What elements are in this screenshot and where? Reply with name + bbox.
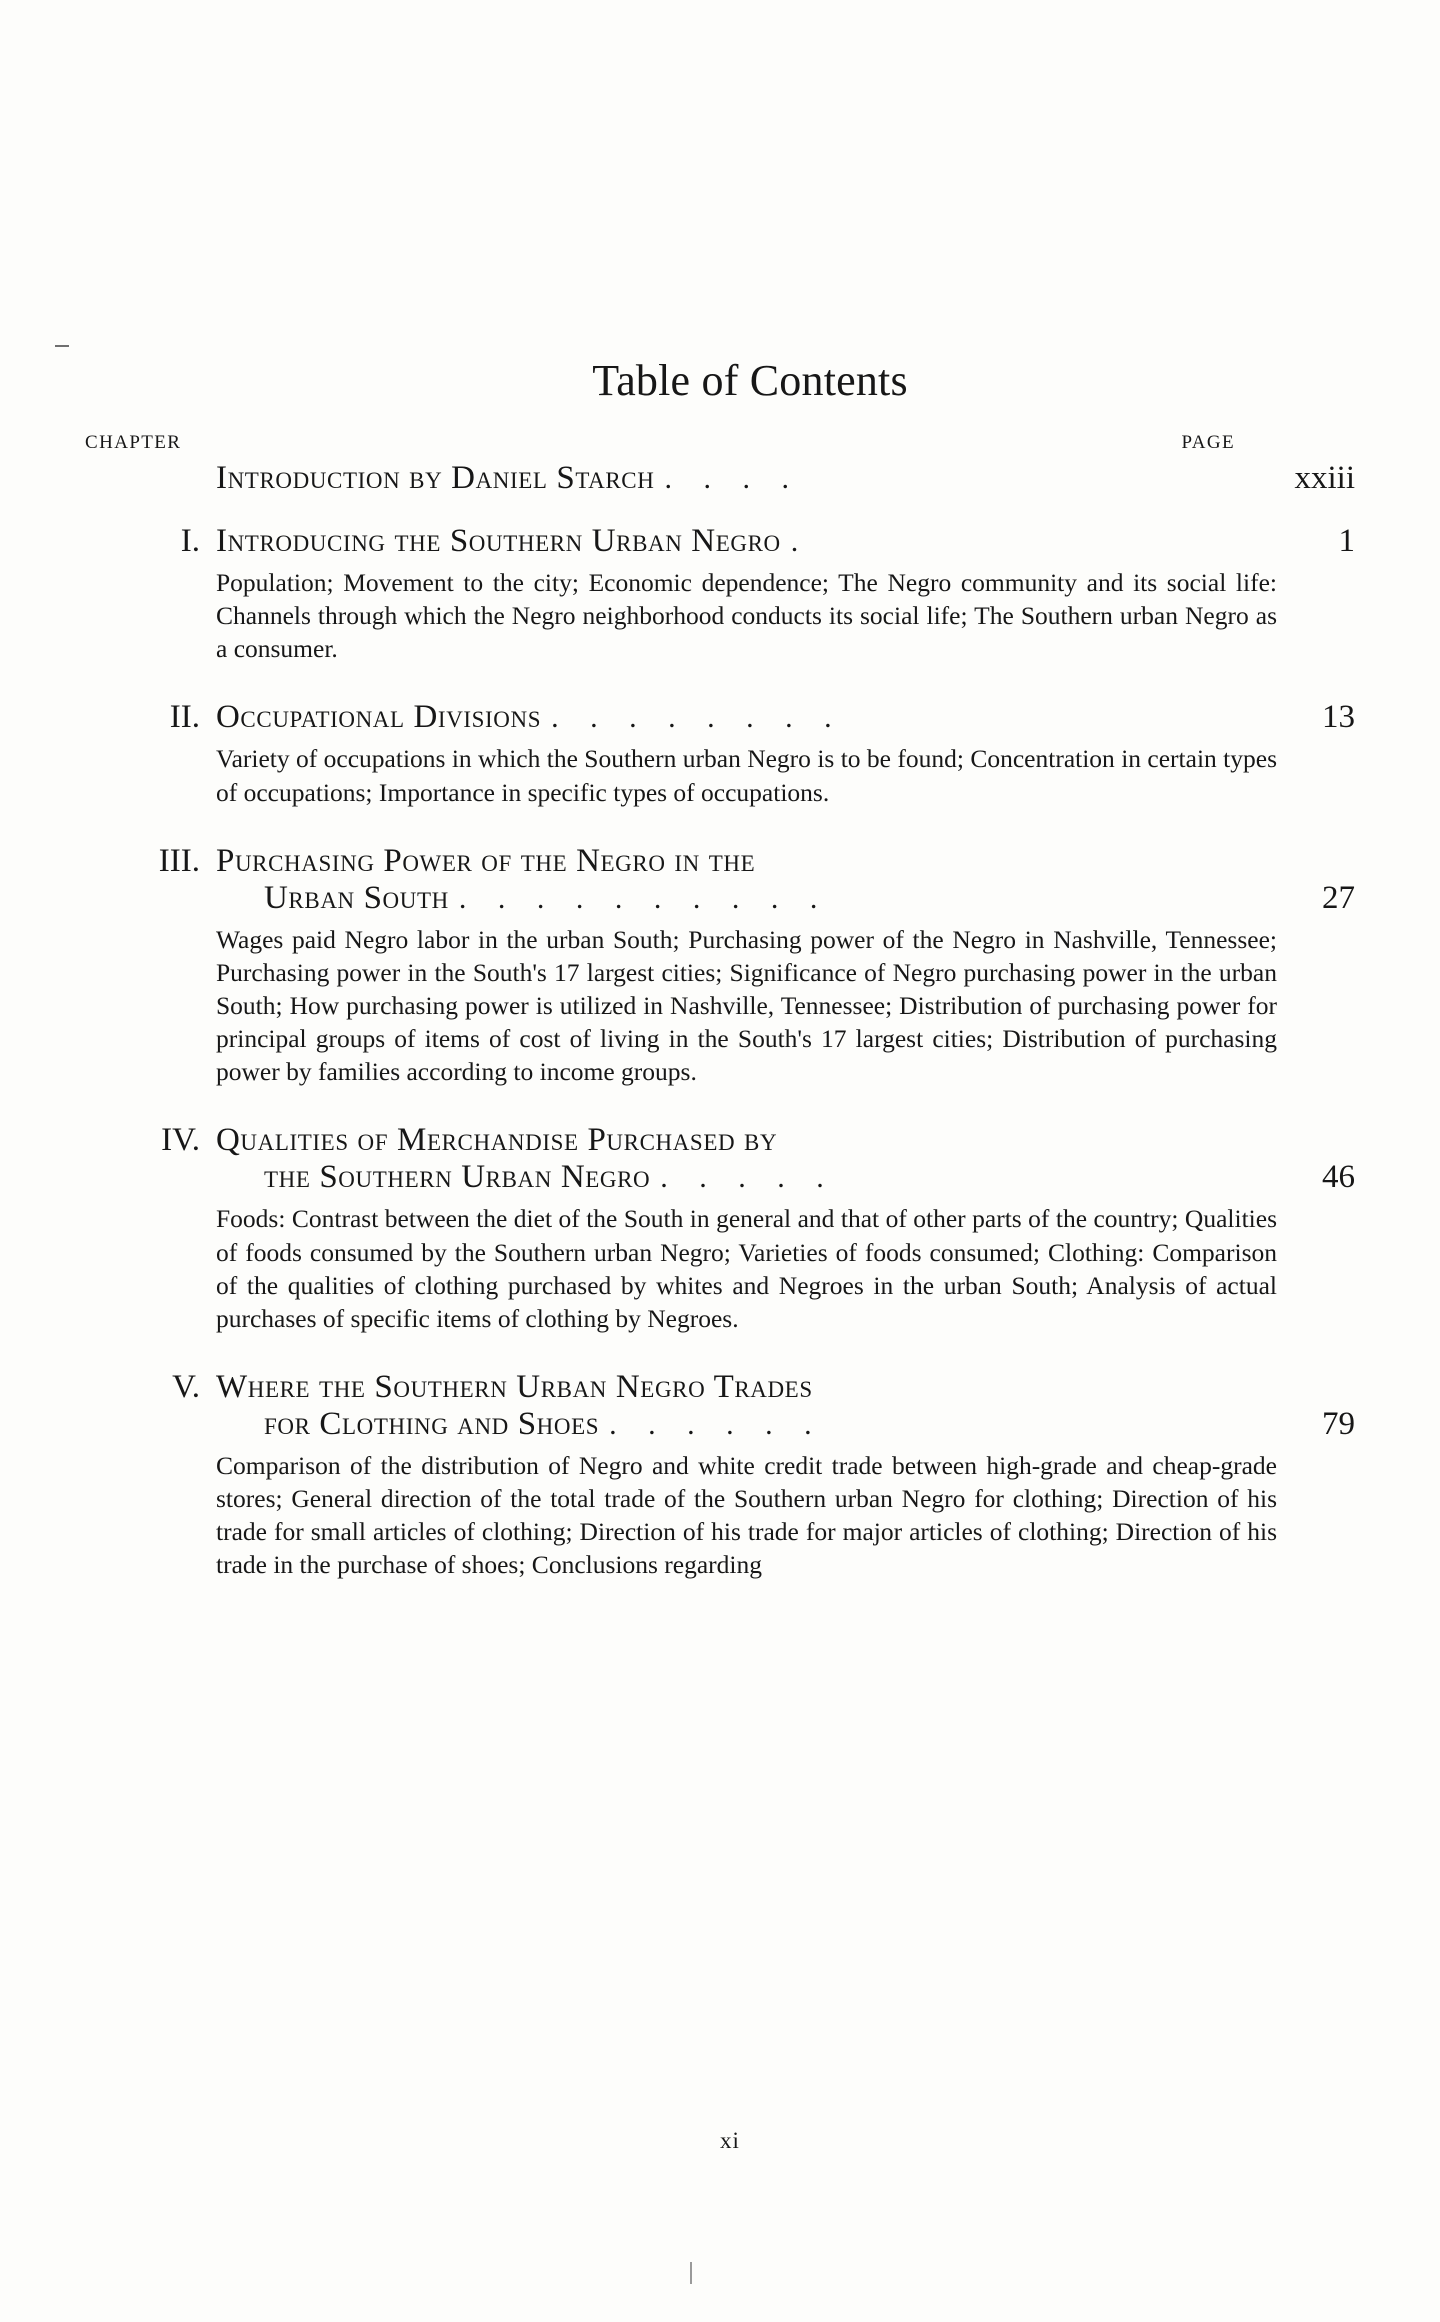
toc-entry-1[interactable] (85, 523, 1355, 665)
leader-dots: . . . . . (660, 1163, 836, 1194)
toc-entry-page: 46 (1322, 1159, 1355, 1196)
toc-entry-description: Variety of occupations in which the Southern urban Negro is to be found; Concentration in certain types of occupations; Importance in specific types of occupations. (216, 744, 1277, 807)
toc-entry-title-col (216, 460, 1355, 497)
toc-entry-title-continued[interactable]: for Clothing and Shoes (264, 1405, 600, 1442)
chapter-column-header: CHAPTER (85, 432, 182, 453)
toc-entry-title[interactable]: Introducing the Southern Urban Negro (216, 523, 781, 559)
toc-entry-page: xxiii (1294, 460, 1355, 496)
toc-entry-4[interactable] (85, 1122, 1355, 1335)
toc-entry-title[interactable]: Qualities of Merchandise Purchased by (216, 1122, 778, 1159)
column-headers (85, 432, 1355, 454)
page-title: Table of Contents (592, 356, 908, 405)
toc-entry-description: Foods: Contrast between the diet of the South in general and that of other parts of the country; Qualities of foods consumed by the Southern urban Negro; Varieties of foods consumed; Clothing: Comparison of the qualities of clothing purchased by whites and Negroes in the urban South; Analysis of actual purchases of specific items of clothing by Negroes. (216, 1204, 1277, 1333)
leader-dots: . . . . (664, 464, 801, 494)
toc-entry-title[interactable]: Where the Southern Urban Negro Trades (216, 1368, 813, 1405)
toc-entry-page: 13 (1322, 699, 1355, 736)
toc-entry-3[interactable] (85, 843, 1355, 1089)
toc-entry-number: I. (180, 523, 200, 559)
toc-entry-page: 79 (1322, 1405, 1355, 1442)
page-margin-mark (55, 345, 69, 347)
toc-entry-description: Comparison of the distribution of Negro and white credit trade between high-grade and cheap-grade stores; General direction of the total trade of the Southern urban Negro for clothing; Direction of his trade for small articles of clothing; Direction of his trade for major articles of clothing; Direction of his trade in the purchase of shoes; Conclusions regarding (216, 1450, 1277, 1580)
toc-entry-number: IV. (161, 1122, 200, 1159)
leader-dots: . . . . . . . . (551, 703, 844, 734)
toc-entry-number: II. (169, 699, 200, 736)
toc-entry-title-continued[interactable]: Urban South (264, 879, 449, 916)
toc-entry-2[interactable] (85, 699, 1355, 808)
leader-dots: . . . . . . . . . . (458, 883, 830, 914)
page-folio: xi (720, 2128, 740, 2153)
toc-entry-title-col (216, 843, 1355, 1089)
leader-dots: . . . . . . (609, 1409, 824, 1440)
toc-content (85, 355, 1355, 1616)
page-column-header: PAGE (1181, 432, 1235, 453)
page-bottom-mark (690, 2262, 692, 2284)
toc-entry-title[interactable]: Occupational Divisions (216, 699, 542, 736)
toc-entry-description: Wages paid Negro labor in the urban South; Purchasing power of the Negro in Nashville, Tennessee; Purchasing power in the South's 17 largest cities; Significance of Negro purchasing power in the urban South; How purchasing power is utilized in Nashville, Tennessee; Distribution of purchasing power for principal groups of items of cost of living in the South's 17 largest cities; Distribution of purchasing power by families according to income groups. (216, 924, 1277, 1087)
toc-entry-title[interactable]: Introduction by Daniel Starch (216, 460, 655, 496)
toc-entry-title[interactable]: Purchasing Power of the Negro in the (216, 842, 756, 879)
toc-entry-title-continued[interactable]: the Southern Urban Negro (264, 1159, 651, 1196)
toc-entry-title-col (216, 523, 1355, 665)
toc-entry-page: 27 (1322, 879, 1355, 916)
toc-entry-introduction[interactable] (85, 460, 1355, 497)
toc-entry-title-col (216, 1122, 1355, 1335)
toc-entry-title-col (216, 699, 1355, 808)
leader-dots: . (790, 527, 811, 557)
toc-entry-description: Population; Movement to the city; Economic dependence; The Negro community and its social life: Channels through which the Negro neighborhood conducts its social life; The Southern urban Negro as a consumer. (216, 568, 1277, 664)
toc-entry-5[interactable] (85, 1369, 1355, 1582)
toc-entry-number: III. (158, 842, 200, 879)
toc-entry-title-col (216, 1369, 1355, 1582)
toc-entry-number: V. (172, 1368, 200, 1405)
toc-entry-page: 1 (1338, 523, 1355, 559)
